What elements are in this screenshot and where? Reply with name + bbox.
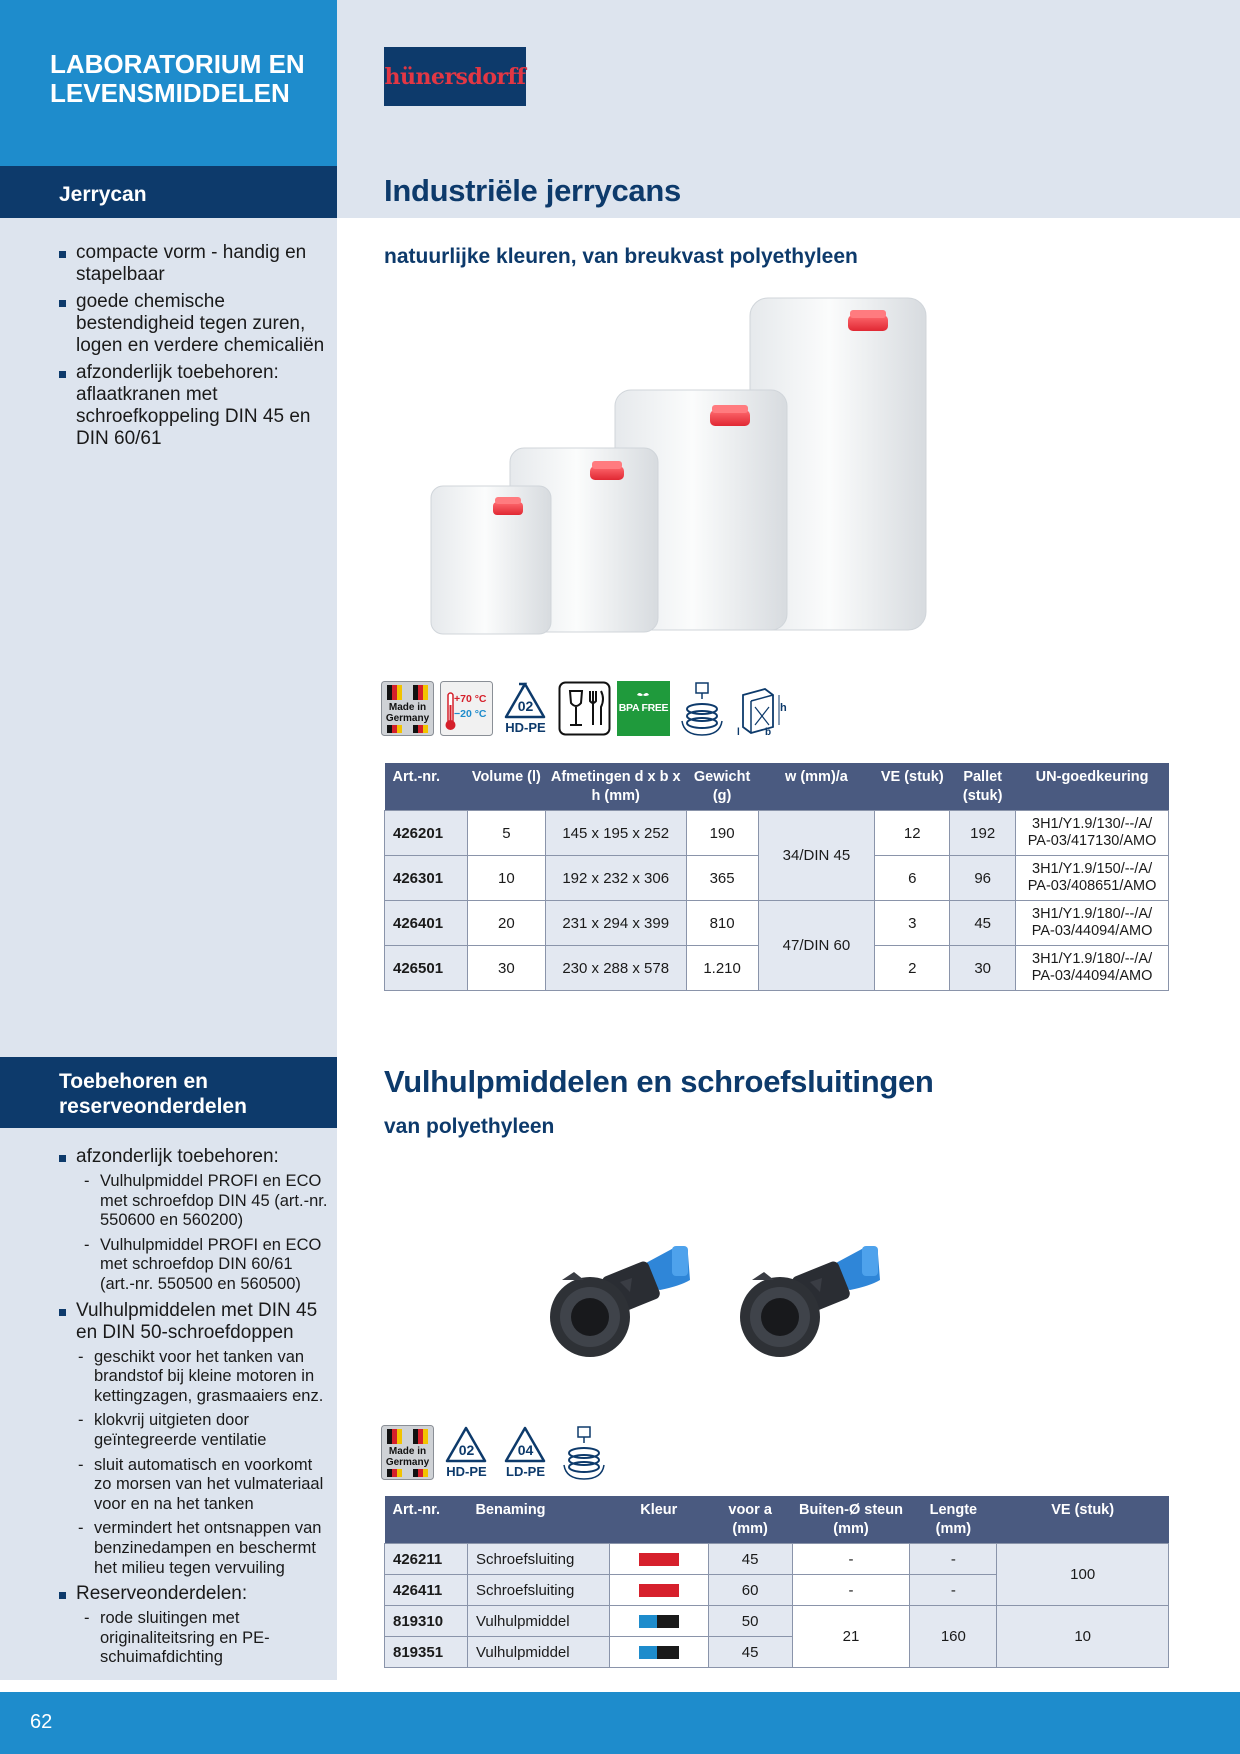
- table-row: [385, 811, 1169, 856]
- brand-logo: [384, 47, 526, 106]
- page-footer: [0, 1692, 1240, 1754]
- thread-icon: [676, 681, 729, 736]
- spares-list: [76, 1609, 328, 1668]
- made-in-germany-icon: [381, 681, 434, 736]
- recycle-code: 04: [517, 1442, 534, 1458]
- accessories-list: [76, 1172, 328, 1295]
- col-header: Art.-nr.: [385, 1496, 468, 1544]
- col-header: Afmetingen d x b x h (mm): [545, 763, 686, 811]
- made-in-line2: Germany: [385, 1457, 430, 1468]
- col-header: Volume (l): [467, 763, 545, 811]
- cell-dims: 231 x 294 x 399: [545, 901, 686, 946]
- accessories-label: afzonderlijk toebehoren:: [76, 1146, 279, 1167]
- cell-color: [609, 1637, 708, 1668]
- cell-a: 50: [708, 1606, 792, 1637]
- cell-art: 426501: [385, 946, 468, 991]
- cell-pallet: 45: [950, 901, 1016, 946]
- table-row: [385, 1606, 1169, 1637]
- cell-un: 3H1/Y1.9/150/--/A/ PA-03/408651/AMO: [1016, 856, 1169, 901]
- table-row: [385, 901, 1169, 946]
- color-swatch-red: [639, 1584, 679, 1597]
- cell-weight: 190: [686, 811, 758, 856]
- feature-item: [58, 1583, 328, 1668]
- cell-pallet: 30: [950, 946, 1016, 991]
- cell-ve: 2: [875, 946, 950, 991]
- cell-art: 426401: [385, 901, 468, 946]
- col-header: Pallet (stuk): [950, 763, 1016, 811]
- cell-outer: 21: [792, 1606, 910, 1668]
- cell-ve: 10: [997, 1606, 1169, 1668]
- feature-item: afzonderlijk toebehoren: aflaatkranen met schroefkoppeling DIN 45 en DIN 60/61: [58, 362, 328, 450]
- cell-art: 426301: [385, 856, 468, 901]
- col-header: Kleur: [609, 1496, 708, 1544]
- col-header: UN-goedkeuring: [1016, 763, 1169, 811]
- fillers-spec-table: [384, 1496, 1169, 1668]
- cell-dims: 145 x 195 x 252: [545, 811, 686, 856]
- recycle-code: 02: [517, 698, 534, 714]
- cell-a: 45: [708, 1637, 792, 1668]
- table-header-row: [385, 763, 1169, 811]
- made-in-germany-icon: [381, 1425, 434, 1480]
- color-swatch-blue-black: [639, 1646, 679, 1659]
- cell-un: 3H1/Y1.9/130/--/A/ PA-03/417130/AMO: [1016, 811, 1169, 856]
- recycle-label: HD-PE: [446, 1464, 487, 1479]
- cell-length: -: [910, 1544, 997, 1575]
- cell-thread: 34/DIN 45: [758, 811, 875, 901]
- cell-dims: 230 x 288 x 578: [545, 946, 686, 991]
- cell-name: Vulhulpmiddel: [467, 1606, 609, 1637]
- temperature-low: −20 °C: [454, 708, 487, 720]
- product-subtitle-fillers: van polyethyleen: [384, 1115, 555, 1138]
- feature-item: [58, 1300, 328, 1579]
- dimensions-icon: [735, 681, 788, 736]
- sub-item: - klokvrij uitgieten door geïntegreerde ventilatie: [76, 1411, 328, 1450]
- col-header: VE (stuk): [997, 1496, 1169, 1544]
- fillers-list: [76, 1348, 328, 1579]
- accessory-features: [58, 1146, 328, 1673]
- cell-art: 819351: [385, 1637, 468, 1668]
- cell-un: 3H1/Y1.9/180/--/A/ PA-03/44094/AMO: [1016, 946, 1169, 991]
- cell-color: [609, 1544, 708, 1575]
- sub-item: - Vulhulpmiddel PROFI en ECO met schroefdop DIN 45 (art.-nr. 550600 en 560200): [82, 1172, 328, 1231]
- cell-pallet: 192: [950, 811, 1016, 856]
- sub-item: - Vulhulpmiddel PROFI en ECO met schroefdop DIN 60/61 (art.-nr. 550500 en 560500): [82, 1236, 328, 1295]
- cell-weight: 810: [686, 901, 758, 946]
- col-header: voor a (mm): [708, 1496, 792, 1544]
- cell-art: 426201: [385, 811, 468, 856]
- feature-item: goede chemische bestendigheid tegen zuren, logen en verdere chemicaliën: [58, 291, 328, 357]
- cell-weight: 365: [686, 856, 758, 901]
- recycle-hdpe-icon: [440, 1425, 493, 1480]
- sidebar-heading-accessories: Toebehoren en reserveonderdelen: [0, 1057, 337, 1128]
- jerrycan-features: [58, 242, 328, 455]
- sub-item: - geschikt voor het tanken van brandstof bij kleine motoren in kettingzagen, grasmaaiers enz.: [76, 1348, 328, 1407]
- col-header: w (mm)/a: [758, 763, 875, 811]
- col-header: Lengte (mm): [910, 1496, 997, 1544]
- bpa-free-icon: [617, 681, 670, 736]
- cell-un: 3H1/Y1.9/180/--/A/ PA-03/44094/AMO: [1016, 901, 1169, 946]
- cell-ve: 6: [875, 856, 950, 901]
- made-in-line1: Made in: [388, 1446, 427, 1457]
- cell-length: -: [910, 1575, 997, 1606]
- food-safe-icon: [558, 681, 611, 736]
- fillers-label: Vulhulpmiddelen met DIN 45 en DIN 50-schroefdoppen: [76, 1299, 318, 1343]
- cell-art: 426211: [385, 1544, 468, 1575]
- recycle-hdpe-icon: [499, 681, 552, 736]
- table-row: [385, 1544, 1169, 1575]
- feature-item: compacte vorm - handig en stapelbaar: [58, 242, 328, 286]
- page-number: 62: [30, 1711, 53, 1733]
- product-title-fillers: Vulhulpmiddelen en schroefsluitingen: [384, 1064, 934, 1099]
- cell-weight: 1.210: [686, 946, 758, 991]
- product-title-jerrycans: Industriële jerrycans: [384, 173, 681, 208]
- section-title: LABORATORIUM EN LEVENSMIDDELEN: [50, 49, 305, 108]
- cell-pallet: 96: [950, 856, 1016, 901]
- cell-dims: 192 x 232 x 306: [545, 856, 686, 901]
- sidebar-heading-jerrycan: Jerrycan: [0, 166, 337, 218]
- jerrycans-image: [384, 280, 954, 650]
- cell-art: 426411: [385, 1575, 468, 1606]
- fill-nozzles-image: [540, 1220, 940, 1370]
- cell-a: 45: [708, 1544, 792, 1575]
- cell-name: Vulhulpmiddel: [467, 1637, 609, 1668]
- svg-text:h: h: [780, 702, 787, 714]
- cell-length: 160: [910, 1606, 997, 1668]
- cell-a: 60: [708, 1575, 792, 1606]
- cell-thread: 47/DIN 60: [758, 901, 875, 991]
- product-subtitle-jerrycans: natuurlijke kleuren, van breukvast polyethyleen: [384, 245, 858, 268]
- thread-icon: [558, 1425, 611, 1480]
- property-icons: [381, 681, 788, 736]
- cell-art: 819310: [385, 1606, 468, 1637]
- col-header: Gewicht (g): [686, 763, 758, 811]
- spares-label: Reserveonderdelen:: [76, 1583, 248, 1605]
- color-swatch-blue-black: [639, 1615, 679, 1628]
- cell-ve: 100: [997, 1544, 1169, 1606]
- cell-volume: 20: [467, 901, 545, 946]
- col-header: VE (stuk): [875, 763, 950, 811]
- brand-logo-text: hünersdorff: [384, 63, 526, 90]
- svg-text:b: b: [765, 727, 772, 736]
- color-swatch-red: [639, 1553, 679, 1566]
- recycle-label: LD-PE: [506, 1464, 545, 1479]
- sub-item: - rode sluitingen met originaliteitsring en PE-schuimafdichting: [82, 1609, 328, 1668]
- jerrycan-spec-table: [384, 763, 1169, 991]
- cell-volume: 30: [467, 946, 545, 991]
- cell-ve: 3: [875, 901, 950, 946]
- temperature-range-icon: [440, 681, 493, 736]
- cell-volume: 10: [467, 856, 545, 901]
- sub-item: - vermindert het ontsnappen van benzinedampen en beschermt het milieu tegen vervuiling: [76, 1519, 328, 1578]
- recycle-ldpe-icon: [499, 1425, 552, 1480]
- bpa-free-label: BPA FREE: [618, 702, 669, 714]
- col-header: Buiten-Ø steun (mm): [792, 1496, 910, 1544]
- recycle-code: 02: [458, 1442, 475, 1458]
- cell-color: [609, 1575, 708, 1606]
- cell-color: [609, 1606, 708, 1637]
- svg-text:l: l: [737, 727, 740, 736]
- cell-outer: -: [792, 1575, 910, 1606]
- made-in-line1: Made in: [388, 702, 427, 713]
- cell-name: Schroefsluiting: [467, 1544, 609, 1575]
- cell-name: Schroefsluiting: [467, 1575, 609, 1606]
- cell-volume: 5: [467, 811, 545, 856]
- col-header: Art.-nr.: [385, 763, 468, 811]
- feature-item: [58, 1146, 328, 1295]
- cell-outer: -: [792, 1544, 910, 1575]
- section-title-box: [0, 0, 337, 166]
- temperature-high: +70 °C: [454, 693, 487, 705]
- property-icons-2: [381, 1425, 611, 1480]
- table-header-row: [385, 1496, 1169, 1544]
- sub-item: - sluit automatisch en voorkomt zo morsen van het vulmateriaal voor en na het tanken: [76, 1456, 328, 1515]
- cell-ve: 12: [875, 811, 950, 856]
- recycle-label: HD-PE: [505, 720, 546, 735]
- col-header: Benaming: [467, 1496, 609, 1544]
- made-in-line2: Germany: [385, 713, 430, 724]
